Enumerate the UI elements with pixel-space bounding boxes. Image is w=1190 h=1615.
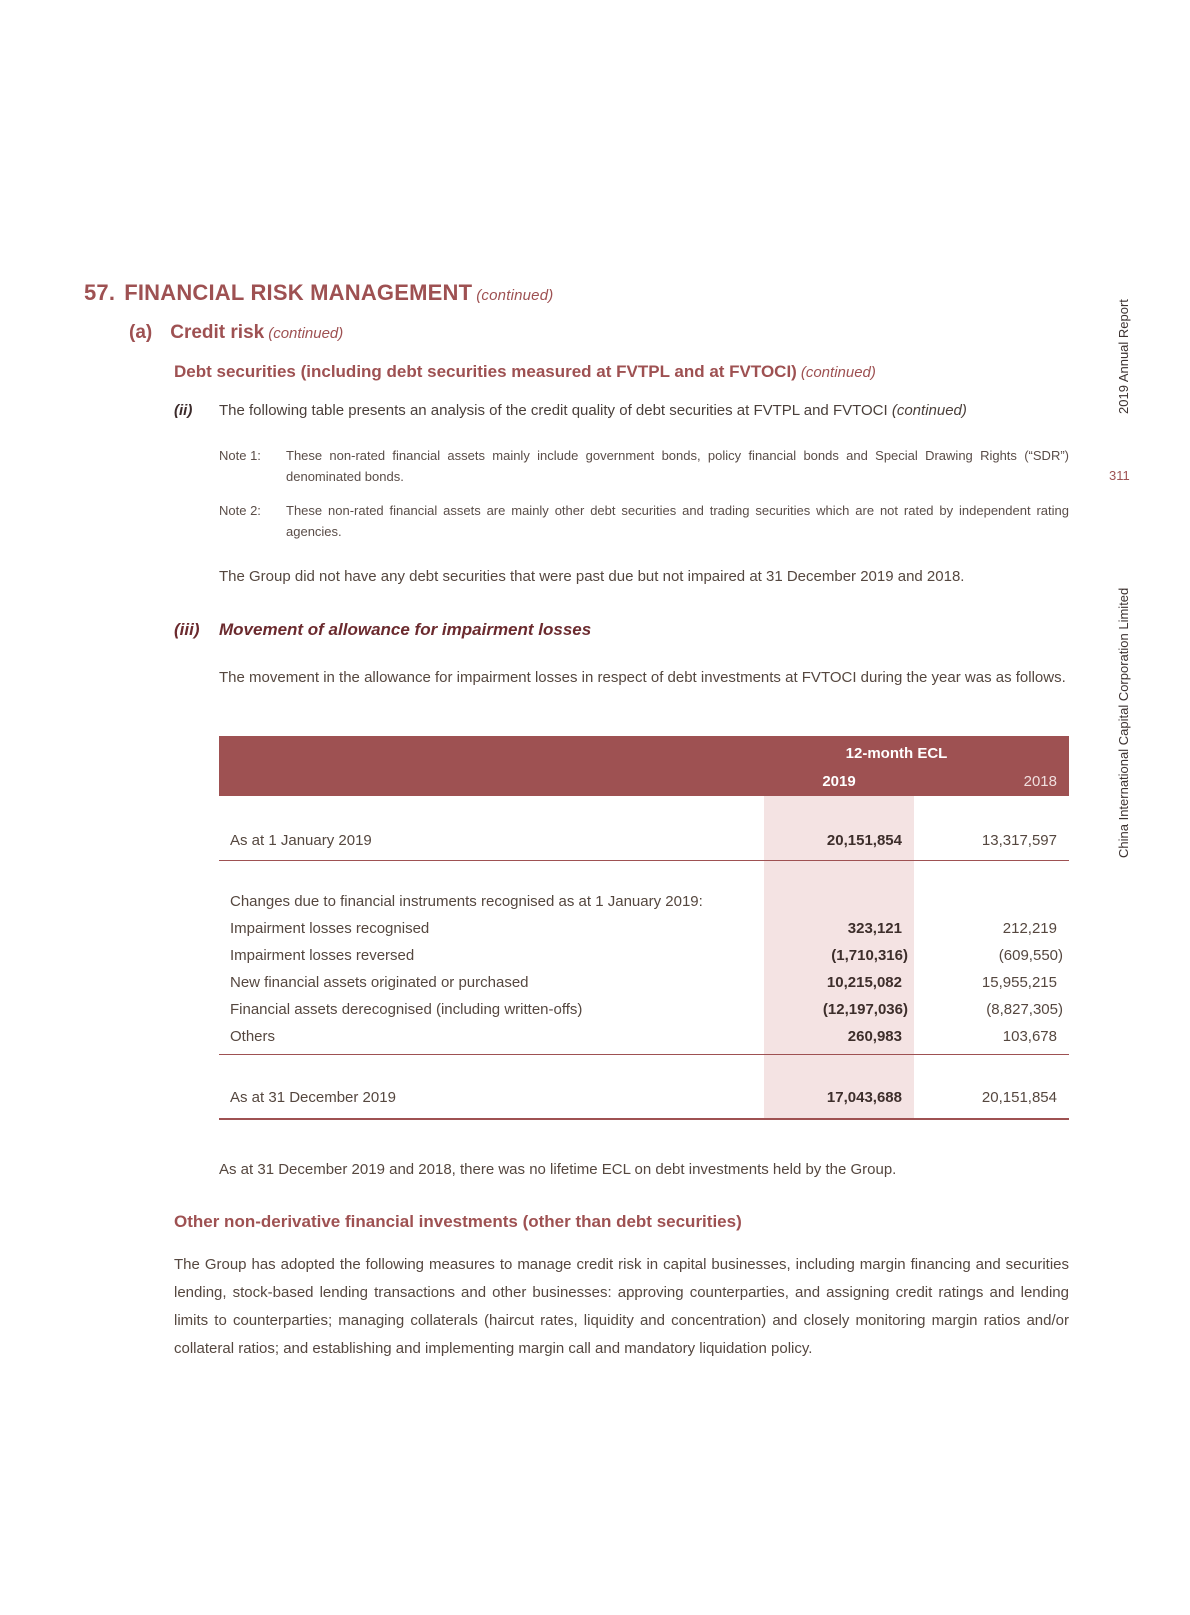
- value-2018: 13,317,597: [981, 832, 1057, 849]
- value-2018: (8,827,305): [986, 1001, 1063, 1018]
- row-label: New financial assets originated or purchased: [230, 974, 529, 991]
- note-1: [219, 445, 1069, 487]
- item-ii-roman: (ii): [174, 402, 193, 419]
- note-2: [219, 500, 1069, 542]
- value-2019: 260,983: [847, 1028, 902, 1045]
- value-2019: 10,215,082: [826, 974, 902, 991]
- note-text: These non-rated financial assets are mainly other debt securities and trading securities which are not rated by independent rating agencies.: [286, 503, 1069, 539]
- note-label: Note 2:: [219, 503, 261, 518]
- column-group-header: 12-month ECL: [845, 745, 948, 762]
- column-header-2019-label: 2019: [822, 773, 856, 790]
- lifetime-ecl-statement: As at 31 December 2019 and 2018, there was no lifetime ECL on debt investments held by the Group.: [219, 1161, 897, 1178]
- subsection-heading: [129, 322, 343, 344]
- page-number: 311: [1109, 468, 1130, 483]
- section-title: FINANCIAL RISK MANAGEMENT: [124, 280, 473, 305]
- table-header: [219, 736, 1069, 796]
- company-name: China International Capital Corporation Limited: [1116, 587, 1131, 858]
- value-2018: 103,678: [1002, 1028, 1057, 1045]
- value-2018: 212,219: [1002, 920, 1057, 937]
- table-row: [219, 827, 1069, 854]
- past-due-statement: The Group did not have any debt securities that were past due but not impaired at 31 December 2019 and 2018.: [219, 568, 965, 585]
- subsection-title: Credit risk: [170, 322, 265, 343]
- topic-heading: [174, 362, 876, 382]
- section-iii-heading: [174, 620, 591, 640]
- value-2019: 20,151,854: [826, 832, 902, 849]
- allowance-movement-table: [219, 736, 1069, 1126]
- item-ii-text: The following table presents an analysis of the credit quality of debt securities at FVTPL and FVTOCI: [219, 402, 888, 419]
- row-label: Changes due to financial instruments recognised as at 1 January 2019:: [230, 893, 703, 910]
- value-2019: (1,710,316): [831, 947, 908, 964]
- table-row: [219, 942, 1069, 969]
- value-2018: 15,955,215: [981, 974, 1057, 991]
- continued-label: (continued): [891, 402, 967, 419]
- divider: [219, 860, 1069, 861]
- value-2019: 323,121: [847, 920, 902, 937]
- item-ii-heading: [174, 402, 967, 419]
- report-title: 2019 Annual Report: [1116, 299, 1131, 414]
- note-label: Note 1:: [219, 448, 261, 463]
- row-label: Impairment losses reversed: [230, 947, 415, 964]
- row-label: Others: [230, 1028, 276, 1045]
- total-divider: [219, 1118, 1069, 1120]
- continued-label: (continued): [800, 364, 876, 381]
- value-2018: (609,550): [998, 947, 1063, 964]
- section-number: 57.: [84, 280, 116, 305]
- table-row: [219, 969, 1069, 996]
- section-iii-title: Movement of allowance for impairment losses: [219, 620, 592, 639]
- topic-title: Debt securities (including debt securities measured at FVTPL and at FVTOCI): [174, 362, 797, 381]
- value-2019: (12,197,036): [822, 1001, 908, 1018]
- row-label: Impairment losses recognised: [230, 920, 430, 937]
- table-row: [219, 996, 1069, 1023]
- section-heading: [84, 280, 553, 306]
- table-row: [219, 888, 1069, 915]
- continued-label: (continued): [268, 325, 344, 342]
- subsection-letter: (a): [129, 322, 153, 343]
- note-text: These non-rated financial assets mainly include government bonds, policy financial bonds and Special Drawing Rights (“SDR”) denominated bonds.: [286, 448, 1069, 484]
- value-2018: 20,151,854: [981, 1089, 1057, 1106]
- table-row: [219, 1023, 1069, 1050]
- column-header-2019: [764, 773, 914, 790]
- other-section-title: Other non-derivative financial investments (other than debt securities): [174, 1212, 742, 1231]
- other-section-body: The Group has adopted the following measures to manage credit risk in capital businesses, including margin financing and securities lending, stock-based lending transactions and other businesses: approving counterparties, and assigning credit ratings and lending limits to counterparties; managing collaterals (haircut rates, liquidity and concentration) and closely monitoring margin ratios and/or collateral ratios; and establishing and implementing margin call and mandatory liquidation policy.: [174, 1256, 1069, 1357]
- section-iii-intro: The movement in the allowance for impairment losses in respect of debt investments at FVTOCI during the year was as follows.: [219, 669, 1066, 686]
- table-row: [219, 915, 1069, 942]
- section-iii-roman: (iii): [174, 620, 200, 639]
- table-row: [219, 1084, 1069, 1111]
- divider: [219, 1054, 1069, 1055]
- row-label: As at 1 January 2019: [230, 832, 372, 849]
- column-header-2018: 2018: [1023, 773, 1057, 790]
- row-label: Financial assets derecognised (including written-offs): [230, 1001, 583, 1018]
- continued-label: (continued): [476, 287, 554, 304]
- row-label: As at 31 December 2019: [230, 1089, 396, 1106]
- value-2019: 17,043,688: [826, 1089, 902, 1106]
